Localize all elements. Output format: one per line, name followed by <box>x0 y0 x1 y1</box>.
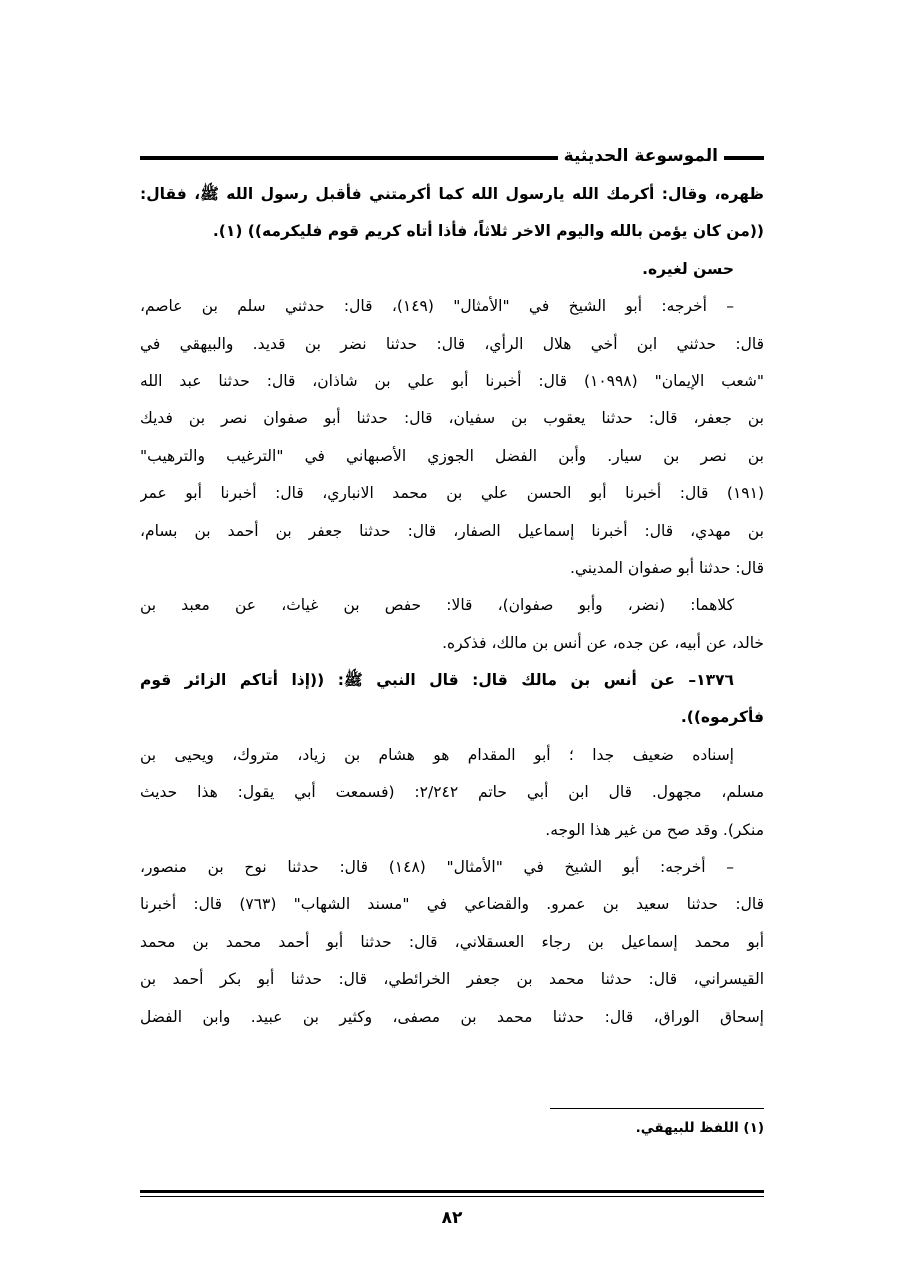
text-line: ((من كان يؤمن بالله واليوم الاخر ثلاثاً، فأذا أتاه كريم قوم فليكرمه)) (١). <box>212 222 764 241</box>
text-line: خالد، عن أبيه، عن جده، عن أنس بن مالك، فذكره. <box>442 633 764 652</box>
text-line: قال: حدثني ابن أخي هلال الرأي، قال: حدثنا نضر بن قديد. والبيهقي في <box>140 334 764 353</box>
text-line: بن نصر بن سيار. وأبن الفضل الجوزي الأصبهاني في "الترغيب والترهيب" <box>140 446 764 465</box>
text-line: "شعب الإيمان" (١٠٩٩٨) قال: أخبرنا أبو علي بن شاذان، قال: حدثنا عبد الله <box>140 371 764 390</box>
body-text <box>140 176 764 1036</box>
hadith-line: فأكرموه)). <box>680 708 764 727</box>
text-line: إسحاق الوراق، قال: حدثنا محمد بن مصفى، وكثير بن عبيد. وابن الفضل <box>140 1007 764 1026</box>
text-line: ظهره، وقال: أكرمك الله يارسول الله كما أكرمتني فأقبل رسول الله ﷺ، فقال: <box>140 185 764 203</box>
grading-line: حسن لغيره. <box>642 259 734 278</box>
text-line: – أخرجه: أبو الشيخ في "الأمثال" (١٤٩)، قال: حدثني سلم بن عاصم، <box>140 297 734 316</box>
footer-rule-thick <box>140 1190 764 1193</box>
footer-rule-thin <box>140 1196 764 1197</box>
footnote: (١) اللفظ للبيهقي. <box>635 1120 764 1136</box>
text-line: قال: حدثنا سعيد بن عمرو. والقضاعي في "مسند الشهاب" (٧٦٣) قال: أخبرنا <box>140 895 764 914</box>
header-title: الموسوعة الحديثية <box>563 146 718 166</box>
page-number: ٨٢ <box>441 1208 463 1228</box>
text-line: مسلم، مجهول. قال ابن أبي حاتم ٢/٢٤٢: (فسمعت أبي يقول: هذا حديث <box>140 783 764 802</box>
text-line: – أخرجه: أبو الشيخ في "الأمثال" (١٤٨) قال: حدثنا نوح بن منصور، <box>140 858 734 877</box>
header-rule-left <box>140 156 558 160</box>
running-header <box>140 143 764 169</box>
text-line: بن مهدي، قال: أخبرنا إسماعيل الصفار، قال: حدثنا جعفر بن أحمد بن بسام، <box>140 521 764 540</box>
text-line: بن جعفر، قال: حدثنا يعقوب بن سفيان، قال: حدثنا أبو صفوان نصر بن فديك <box>140 409 764 428</box>
header-rule-right <box>724 156 764 160</box>
grading-line: إسناده ضعيف جدا ؛ أبو المقدام هو هشام بن زياد، متروك، ويحيى بن <box>140 745 734 764</box>
text-line: منكر). وقد صح من غير هذا الوجه. <box>545 820 764 839</box>
footnote-separator <box>550 1108 764 1109</box>
text-line: القيسراني، قال: حدثنا محمد بن جعفر الخرائطي، قال: حدثنا أبو بكر أحمد بن <box>140 970 764 989</box>
hadith-line: ١٣٧٦– عن أنس بن مالك قال: قال النبي ﷺ: ((إذا أتاكم الزائر قوم <box>140 671 734 690</box>
text-line: كلاهما: (نضر، وأبو صفوان)، قالا: حفص بن غياث، عن معبد بن <box>140 596 734 615</box>
document-page <box>140 0 764 1273</box>
text-line: قال: حدثنا أبو صفوان المديني. <box>569 558 764 577</box>
text-line: (١٩١) قال: أخبرنا أبو الحسن علي بن محمد الانباري، قال: أخبرنا أبو عمر <box>140 484 764 503</box>
text-line: أبو محمد إسماعيل بن رجاء العسقلاني، قال: حدثنا أبو أحمد محمد بن محمد <box>140 932 764 951</box>
